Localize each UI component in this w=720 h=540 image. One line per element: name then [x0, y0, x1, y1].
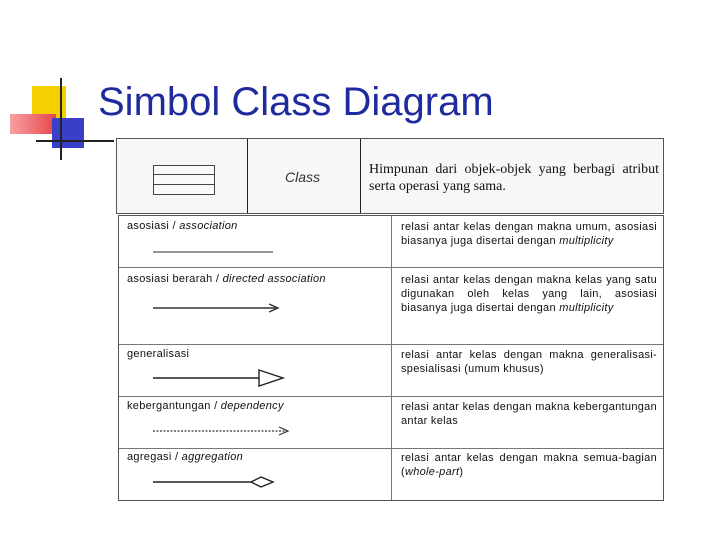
table-row-dependency [119, 397, 663, 449]
table-row-association [119, 216, 663, 268]
row-label: asosiasi / association [127, 220, 238, 232]
class-box-symbol [153, 165, 215, 195]
row-label: agregasi / aggregation [127, 451, 244, 463]
class-symbol-table [116, 138, 664, 214]
table-row-directed-association [119, 268, 663, 345]
class-description: Himpunan dari objek-objek yang berbagi atribut serta operasi yang sama. [369, 162, 659, 194]
vertical-line [60, 78, 62, 160]
table-row-generalization [119, 345, 663, 397]
row-description: relasi antar kelas dengan makna generalisasi-spesialisasi (umum khusus) [401, 349, 657, 375]
class-label: Class [285, 169, 321, 185]
row-description: relasi antar kelas dengan makna semua-bagian (whole-part) [401, 452, 657, 478]
dependency-arrow-symbol [153, 425, 293, 437]
column-divider [360, 139, 361, 213]
column-divider [247, 139, 248, 213]
association-line-symbol [153, 250, 275, 254]
directed-arrow-symbol [153, 302, 283, 314]
generalization-arrow-symbol [153, 369, 285, 387]
horizontal-line [36, 140, 114, 142]
aggregation-diamond-symbol [153, 476, 277, 488]
row-description: relasi antar kelas dengan makna kelas yang satu digunakan oleh kelas yang lain, asosiasi biasanya juga disertai dengan multiplicity [401, 274, 657, 314]
slide-title: Simbol Class Diagram [98, 80, 494, 124]
row-description: relasi antar kelas dengan makna umum, asosiasi biasanya juga disertai dengan multiplicity [401, 221, 657, 247]
row-label: generalisasi [127, 348, 190, 360]
row-description: relasi antar kelas dengan makna kebergantungan antar kelas [401, 401, 657, 427]
table-row-aggregation [119, 449, 663, 502]
row-label: asosiasi berarah / directed association [127, 273, 326, 285]
red-bar [10, 114, 56, 134]
relation-symbol-table [118, 215, 664, 501]
row-label: kebergantungan / dependency [127, 400, 284, 412]
blue-square [52, 118, 84, 148]
class-operation-compartment [153, 184, 215, 195]
